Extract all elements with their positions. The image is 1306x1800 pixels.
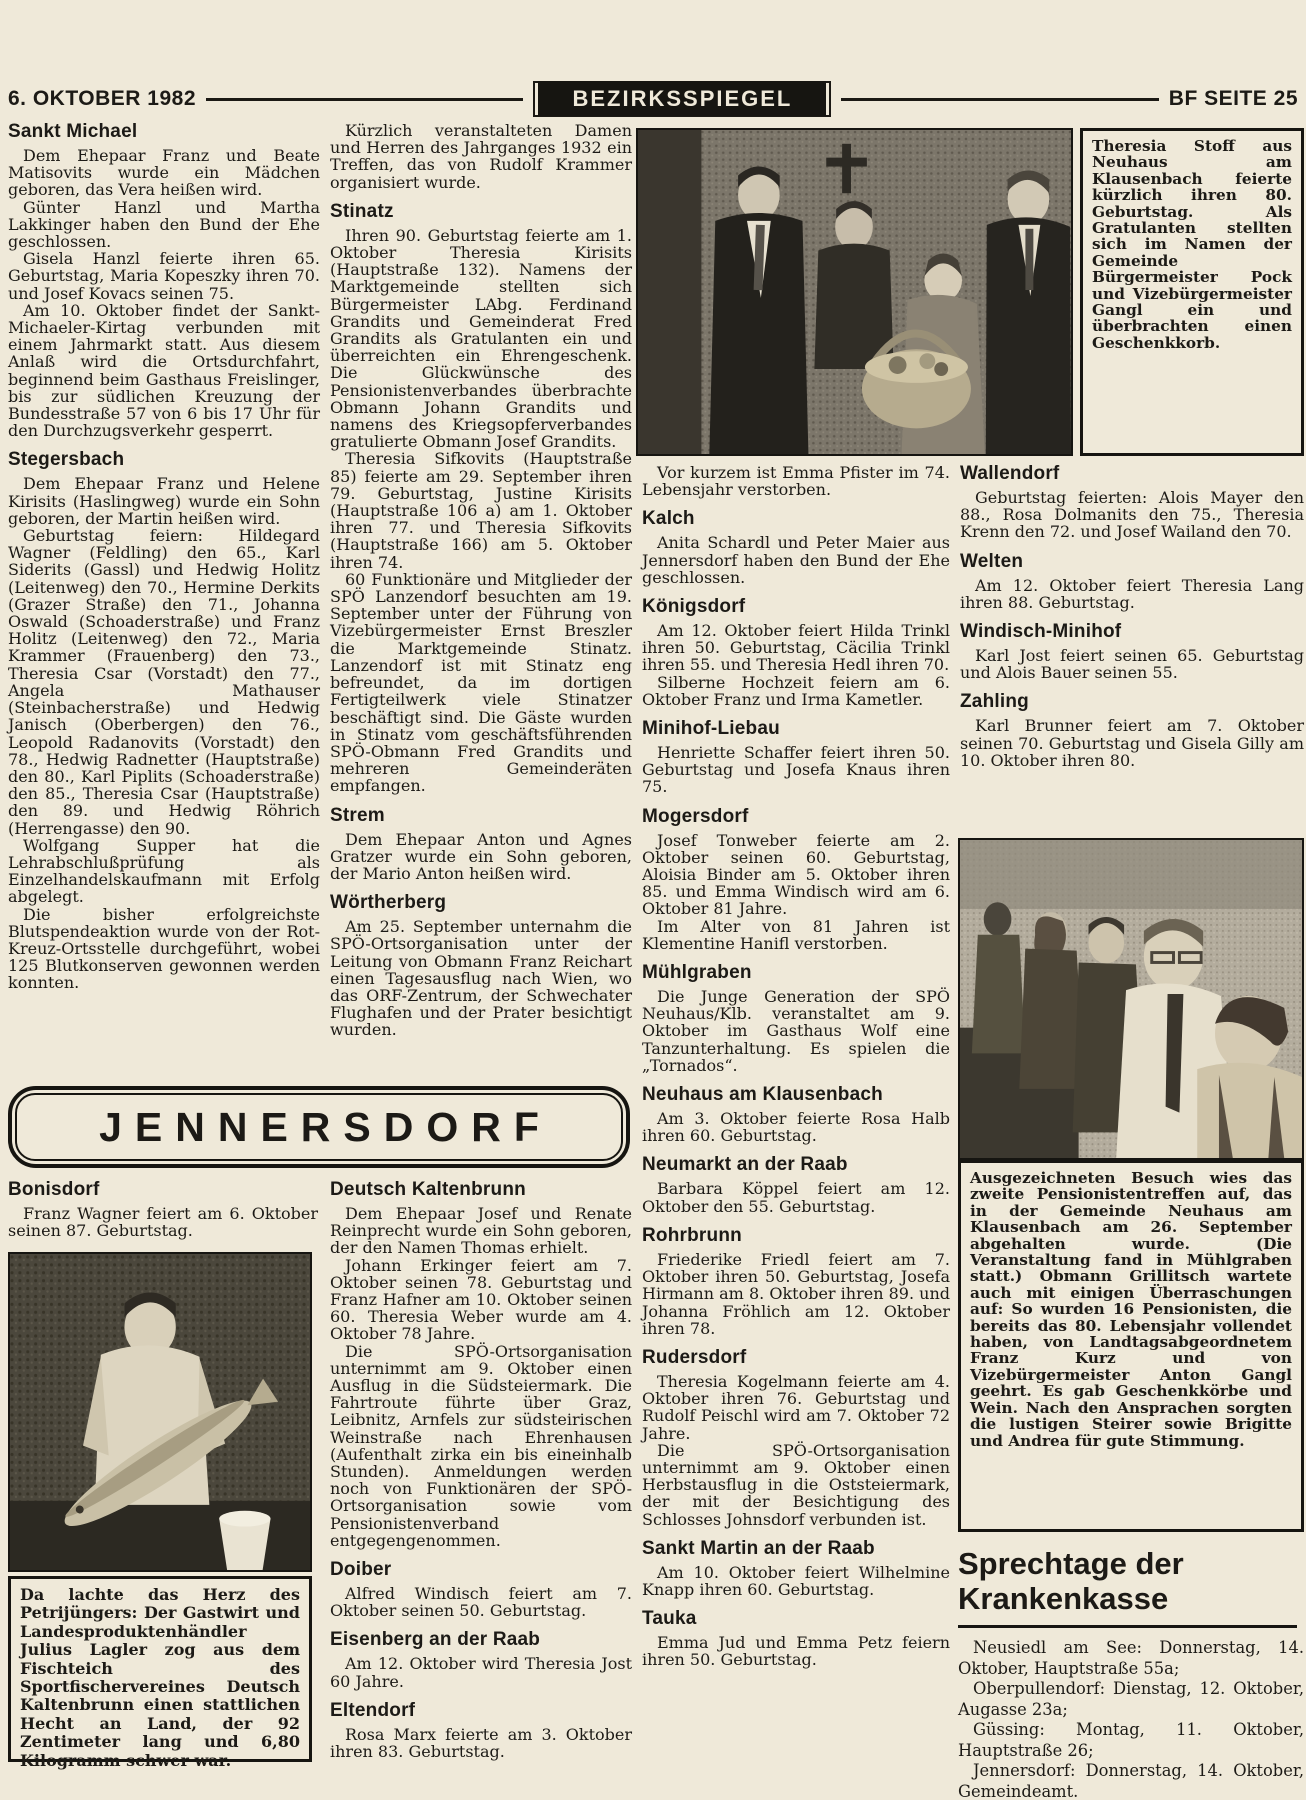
article-paragraph: Geburtstag feierten: Alois Mayer den 88., Rosa Dolmanits den 75., Theresia Krenn den 72. und Josef Wailand den 70. xyxy=(960,488,1304,542)
article-paragraph: Barbara Köppel feiert am 12. Oktober den 55. Geburtstag. xyxy=(642,1179,950,1216)
krankenkasse-title-line1: Sprechtage der xyxy=(958,1546,1184,1581)
photo-pensionistentreffen-image xyxy=(960,840,1302,1158)
section-heading: Rohrbrunn xyxy=(642,1224,742,1246)
section-heading: Wallendorf xyxy=(960,463,1060,484)
article-paragraph: Alfred Windisch feiert am 7. Oktober seinen 50. Geburtstag. xyxy=(330,1584,632,1621)
article-paragraph: 60 Funktionäre und Mitglieder der SPÖ Lanzendorf besuchten am 19. September unter der Führung von Vizebürgermeister Ernst Breszler die Marktgemeinde Stinatz. Lanzendorf ist mit Stinatz eng befreundet, da im dortigen Fertigteilwerk viele Stinatzer beschäftigt sind. Die Gäste wurden in Stinatz vom geschäftsführenden SPÖ-Obmann Fred Grandits und mehreren Gemeinderäten empfangen. xyxy=(330,569,632,796)
krankenkasse-rule xyxy=(958,1625,1297,1628)
article-paragraph: Gisela Hanzl feierte ihren 65. Geburtstag, Maria Kopeszky ihren 70. und Josef Kovacs seinen 75. xyxy=(8,249,320,303)
section-heading: Mogersdorf xyxy=(642,805,749,827)
article-paragraph: Karl Brunner feiert am 7. Oktober seinen 70. Geburtstag und Gisela Gilly am 10. Oktober ihren 80. xyxy=(960,716,1304,770)
article-paragraph: Am 12. Oktober feiert Theresia Lang ihren 88. Geburtstag. xyxy=(960,575,1304,612)
column-jennersdorf-right xyxy=(330,1180,632,1760)
column-3 xyxy=(642,464,950,1669)
article-paragraph: Johann Erkinger feiert am 7. Oktober seinen 78. Geburtstag und Franz Hafner am 10. Oktober seinen 60. Theresia Weber wurde am 4. Oktober 78 Jahre. xyxy=(330,1255,632,1344)
header-rule-right xyxy=(841,98,1158,101)
photo-birthday-gratulation-image xyxy=(638,130,1071,454)
section-heading: Neumarkt an der Raab xyxy=(642,1154,848,1176)
article-paragraph: Henriette Schaffer feiert ihren 50. Geburtstag und Josefa Knaus ihren 75. xyxy=(642,743,950,797)
section-heading: Stinatz xyxy=(330,200,394,222)
jennersdorf-banner xyxy=(8,1086,630,1168)
caption-pensionistentreffen: Ausgezeichneten Besuch wies das zweite Pensionistentreffen auf, das in der Gemeinde Neuhaus am Klausenbach am 26. September abgehalten wurde. (Die Veranstaltung fand in Mühlgraben statt.) Obmann Grillitsch wartete auch mit einigen Überraschungen auf: So wurden 16 Pensionisten, die bereits das 80. Lebensjahr vollendet haben, von Landtagsabgeordnetem Franz Kurz und von Vizebürgermeister Anton Gangl geehrt. Es gab Geschenkkörbe und Wein. Nach den Ansprachen sorgten die lustigen Steirer sowie Brigitte und Andrea für gute Stimmung. xyxy=(958,1160,1304,1532)
article-paragraph: Die bisher erfolgreichste Blutspendeaktion wurde von der Rot-Kreuz-Ortsstelle durchgeführt, wobei 125 Blutkonserven gewonnen werden konnten. xyxy=(8,904,320,993)
photo-fisherman-hecht xyxy=(8,1252,312,1572)
krankenkasse-entry: Güssing: Montag, 11. Oktober, Hauptstraße 26; xyxy=(958,1720,1304,1760)
photo-birthday-gratulation xyxy=(636,128,1073,456)
header-rule-left xyxy=(206,98,523,101)
article-paragraph: Kürzlich veranstalteten Damen und Herren des Jahrganges 1932 ein Treffen, das von Rudolf Krammer organisiert wurde. xyxy=(330,121,632,192)
section-heading: Neuhaus am Klausenbach xyxy=(642,1084,883,1106)
section-heading: Mühlgraben xyxy=(642,962,752,984)
jennersdorf-banner-title: JENNERSDORF xyxy=(15,1093,623,1161)
section-heading: Sankt Martin an der Raab xyxy=(642,1537,875,1559)
article-paragraph: Am 10. Oktober feiert Wilhelmine Knapp ihren 60. Geburtstag. xyxy=(642,1562,950,1599)
masthead-box xyxy=(533,81,831,117)
section-heading: Deutsch Kaltenbrunn xyxy=(330,1179,526,1200)
article-paragraph: Die SPÖ-Ortsorganisation unternimmt am 9. Oktober einen Herbstausflug in die Oststeiermark, der mit der Besichtigung des Schlosses Johnsdorf verbunden ist. xyxy=(642,1440,950,1529)
article-paragraph: Im Alter von 81 Jahren ist Klementine Hanifl verstorben. xyxy=(642,916,950,953)
section-heading: Eisenberg an der Raab xyxy=(330,1629,541,1651)
article-paragraph: Wolfgang Supper hat die Lehrabschlußprüfung als Einzelhandelskaufmann mit Erfolg abgelegt. xyxy=(8,835,320,907)
section-heading: Bonisdorf xyxy=(8,1179,100,1200)
section-heading: Kalch xyxy=(642,508,695,530)
column-2 xyxy=(330,122,632,1039)
article-paragraph: Günter Hanzl und Martha Lakkinger haben den Bund der Ehe geschlossen. xyxy=(8,197,320,252)
section-heading: Stegersbach xyxy=(8,449,125,471)
article-paragraph: Dem Ehepaar Franz und Helene Kirisits (Haslingweg) wurde ein Sohn geboren, der Martin heißen wird. xyxy=(8,474,320,528)
column-4 xyxy=(960,464,1304,769)
article-paragraph: Am 3. Oktober feierte Rosa Halb ihren 60. Geburtstag. xyxy=(642,1109,950,1146)
article-paragraph: Am 10. Oktober findet der Sankt-Michaeler-Kirtag verbunden mit einem Jahrmarkt statt. Aus diesem Anlaß wird die Ortsdurchfahrt, beginnend beim Gasthaus Freislinger, bis zur südlichen Kreuzung der Bundesstraße 57 von 6 bis 17 Uhr für den Durchzugsverkehr gesperrt. xyxy=(8,300,320,441)
caption-fisherman: Da lachte das Herz des Petrijüngers: Der Gastwirt und Landesproduktenhändler Julius Lagler zog aus dem Fischteich des Sportfischervereines Deutsch Kaltenbrunn einen stattlichen Hecht an Land, der 92 Zentimeter lang und 6,80 Kilogramm schwer war. xyxy=(8,1576,312,1762)
article-paragraph: Silberne Hochzeit feiern am 6. Oktober Franz und Irma Kametler. xyxy=(642,672,950,709)
section-heading: Windisch-Minihof xyxy=(960,621,1122,643)
column-jennersdorf-left xyxy=(8,1180,318,1239)
article-paragraph: Emma Jud und Emma Petz feiern ihren 50. Geburtstag. xyxy=(642,1633,950,1670)
section-heading: Tauka xyxy=(642,1608,697,1630)
article-paragraph: Die SPÖ-Ortsorganisation unternimmt am 9. Oktober einen Ausflug in die Südsteiermark. Die Fahrtroute führte über Graz, Leibnitz, Arnfels zur südsteirischen Weinstraße nach Ehrenhausen (Aufenthalt zirka ein bis eineinhalb Stunden). Anmeldungen werden noch von Funktionären der SPÖ-Ortsorganisation sowie vom Pensionistenverband entgegengenommen. xyxy=(330,1341,632,1550)
krankenkasse-section xyxy=(958,1546,1304,1800)
article-paragraph: Dem Ehepaar Josef und Renate Reinprecht wurde ein Sohn geboren, der den Namen Thomas erhielt. xyxy=(330,1204,632,1258)
section-heading: Welten xyxy=(960,550,1024,572)
article-paragraph: Ihren 90. Geburtstag feierte am 1. Oktober Theresia Kirisits (Hauptstraße 132). Namens der Marktgemeinde stellten sich Bürgermeister LAbg. Ferdinand Grandits und Gemeinderat Fred Grandits als Gratulanten ein und überreichten ein Ehrengeschenk. Die Glückwünsche des Pensionistenverbandes überbrachte Obmann Johann Grandits und namens des Kriegsopferverbandes gratulierte Obmann Josef Grandits. xyxy=(330,225,632,452)
section-heading: Wörtherberg xyxy=(330,892,447,914)
article-paragraph: Am 12. Oktober wird Theresia Jost 60 Jahre. xyxy=(330,1654,632,1691)
section-heading: Zahling xyxy=(960,691,1029,713)
section-heading: Rudersdorf xyxy=(642,1346,747,1368)
article-paragraph: Friederike Friedl feiert am 7. Oktober ihren 50. Geburtstag, Josefa Hirmann am 8. Oktober ihren 89. und Johanna Fröhlich am 12. Oktober ihren 78. xyxy=(642,1249,950,1338)
section-heading: Minihof-Liebau xyxy=(642,718,780,740)
section-heading: Königsdorf xyxy=(642,596,746,618)
photo-fisherman-hecht-image xyxy=(10,1254,310,1570)
article-paragraph: Dem Ehepaar Franz und Beate Matisovits wurde ein Mädchen geboren, das Vera heißen wird. xyxy=(8,146,320,200)
article-paragraph: Karl Jost feiert seinen 65. Geburtstag und Alois Bauer seinen 55. xyxy=(960,646,1304,683)
column-1 xyxy=(8,122,320,992)
article-paragraph: Die Junge Generation der SPÖ Neuhaus/Klb. veranstaltet am 9. Oktober im Gasthaus Wolf eine Tanzunterhaltung. Es spielen die „Tornados“. xyxy=(642,987,950,1075)
section-heading: Sankt Michael xyxy=(8,121,138,142)
masthead-title: BEZIRKSSPIEGEL xyxy=(538,81,826,116)
article-paragraph: Theresia Sifkovits (Hauptstraße 85) feierte am 29. September ihren 79. Geburtstag, Justine Kirisits (Hauptstraße 106 a) am 1. Oktober ihren 77. und Theresia Sifkovits (Hauptstraße 166) am 5. Oktober ihren 74. xyxy=(330,449,632,572)
article-paragraph: Rosa Marx feierte am 3. Oktober ihren 83. Geburtstag. xyxy=(330,1724,632,1762)
article-paragraph: Anita Schardl und Peter Maier aus Jennersdorf haben den Bund der Ehe geschlossen. xyxy=(642,533,950,587)
krankenkasse-entry: Oberpullendorf: Dienstag, 12. Oktober, Augasse 23a; xyxy=(958,1679,1304,1719)
page-number: BF SEITE 25 xyxy=(1168,87,1298,110)
article-paragraph: Theresia Kogelmann feierte am 4. Oktober ihren 76. Geburtstag und Rudolf Peischl wird am 7. Oktober 72 Jahre. xyxy=(642,1371,950,1443)
section-heading: Doiber xyxy=(330,1559,392,1581)
article-paragraph: Franz Wagner feiert am 6. Oktober seinen 87. Geburtstag. xyxy=(8,1204,318,1241)
section-heading: Strem xyxy=(330,804,385,826)
krankenkasse-entry: Neusiedl am See: Donnerstag, 14. Oktober, Hauptstraße 55a; xyxy=(958,1638,1304,1678)
article-paragraph: Geburtstag feiern: Hildegard Wagner (Feldling) den 65., Karl Siderits (Gassl) und Hedwig Holitz (Leitenweg) den 70., Hermine Derkits (Grazer Straße) den 71., Johanna Oswald (Schoaderstraße) und Franz Holitz (Leitenweg) den 72., Maria Krammer (Frauenberg) den 73., Theresia Csar (Vorstadt) den 77., Angela Mathauser (Steinbacherstraße) und Hedwig Janisch (Oberbergen) den 76., Leopold Radanovits (Vorstadt) den 78., Hedwig Radnetter (Hauptstraße) den 80., Karl Piplits (Schoaderstraße) den 85., Theresia Csar (Hauptstraße) den 89. und Hedwig Röhrich (Herrengasse) den 90. xyxy=(8,526,320,838)
krankenkasse-title-line2: Krankenkasse xyxy=(958,1581,1169,1616)
article-paragraph: Dem Ehepaar Anton und Agnes Gratzer wurde ein Sohn geboren, der Mario Anton heißen wird. xyxy=(330,829,632,883)
article-paragraph: Am 12. Oktober feiert Hilda Trinkl ihren 50. Geburtstag, Cäcilia Trinkl ihren 55. und Theresia Hedl ihren 70. xyxy=(642,621,950,675)
section-heading: Eltendorf xyxy=(330,1699,416,1721)
article-paragraph: Josef Tonweber feierte am 2. Oktober seinen 60. Geburtstag, Aloisia Binder am 5. Oktober ihren 85. und Emma Windisch wird am 6. Oktober 81 Jahre. xyxy=(642,830,950,919)
article-paragraph: Vor kurzem ist Emma Pfister im 74. Lebensjahr verstorben. xyxy=(642,463,950,500)
photo-pensionistentreffen xyxy=(958,838,1304,1160)
caption-theresia-stoff: Theresia Stoff aus Neuhaus am Klausenbach feierte kürzlich ihren 80. Geburtstag. Als Gratulanten stellten sich im Namen der Gemeinde Bürgermeister Pock und Vizebürgermeister Gangl ein und überbrachten einen Geschenkkorb. xyxy=(1080,128,1304,456)
krankenkasse-entries xyxy=(958,1638,1304,1800)
issue-date: 6. OKTOBER 1982 xyxy=(8,87,197,110)
krankenkasse-entry: Jennersdorf: Donnerstag, 14. Oktober, Gemeindeamt. xyxy=(958,1761,1304,1800)
page-header xyxy=(8,78,1298,120)
article-paragraph: Am 25. September unternahm die SPÖ-Ortsorganisation unter der Leitung von Obmann Franz Reichart einen Tagesausflug nach Wien, wo das ORF-Zentrum, der Schwechater Flughafen und der Prater besichtigt wurden. xyxy=(330,917,632,1040)
